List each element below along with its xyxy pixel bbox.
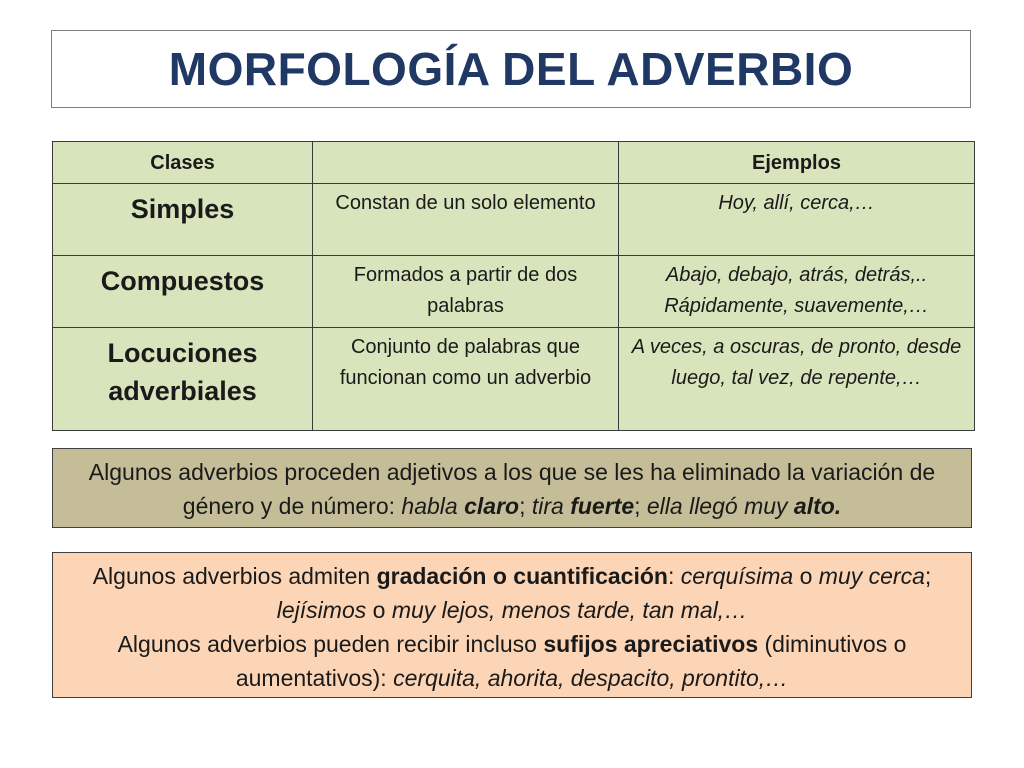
note2-p1-semi: ; (924, 563, 932, 589)
note2-p1-ex3: lejísimos (276, 597, 367, 623)
table-row (53, 256, 975, 328)
table-row (53, 328, 975, 431)
header-clases: Clases (53, 142, 313, 184)
note2-p1-ex2: muy cerca (818, 563, 925, 589)
row-clase-compuestos: Compuestos (53, 256, 313, 328)
note1-sep-1: ; (519, 493, 532, 519)
row-desc-simples: Constan de un solo elemento (313, 184, 619, 256)
row-clase-simples: Simples (53, 184, 313, 256)
note-gradacion (52, 552, 972, 698)
note1-example-3-bold: alto. (793, 493, 842, 519)
note2-p1-ex1: cerquísima (680, 563, 794, 589)
note1-text: Algunos adverbios proceden adjetivos a los que se les ha eliminado la variación de género y de número: (88, 459, 936, 519)
note2-p2-ex: cerquita, ahorita, despacito, prontito,… (393, 665, 789, 691)
note1-example-1: habla (401, 493, 465, 519)
table-row (53, 184, 975, 256)
note2-p2-bold: sufijos apreciativos (543, 631, 759, 657)
note1-sep-2: ; (634, 493, 647, 519)
note2-p2-after: (diminutivos o aumentativos): (235, 631, 907, 691)
note2-p1-bold: gradación o cuantificación (376, 563, 668, 589)
title-box (51, 30, 971, 108)
note-adjetivos (52, 448, 972, 528)
note2-p1-o2: o (366, 597, 392, 623)
header-ejemplos: Ejemplos (619, 142, 975, 184)
header-description (313, 142, 619, 184)
note1-example-2-bold: fuerte (570, 493, 635, 519)
page-title: MORFOLOGÍA DEL ADVERBIO (168, 43, 854, 95)
row-ejemplos-locuciones: A veces, a oscuras, de pronto, desde luego, tal vez, de repente,… (619, 328, 975, 431)
note2-p1-colon: : (667, 563, 681, 589)
row-clase-locuciones: Locuciones adverbiales (53, 328, 313, 431)
note1-example-1-bold: claro (464, 493, 520, 519)
note2-p1-o1: o (793, 563, 819, 589)
row-ejemplos-compuestos: Abajo, debajo, atrás, detrás,.. Rápidamente, suavemente,… (619, 256, 975, 328)
row-ejemplos-simples: Hoy, allí, cerca,… (619, 184, 975, 256)
note2-p1-ex4: muy lejos, menos tarde, tan mal,… (391, 597, 748, 623)
row-desc-compuestos: Formados a partir de dos palabras (313, 256, 619, 328)
adverb-classes-table (52, 141, 975, 431)
row-desc-locuciones: Conjunto de palabras que funcionan como un adverbio (313, 328, 619, 431)
note2-p1-text: Algunos adverbios admiten (92, 563, 377, 589)
note2-p2-text: Algunos adverbios pueden recibir incluso (117, 631, 544, 657)
note1-example-3: ella llegó muy (646, 493, 794, 519)
note1-example-2: tira (531, 493, 571, 519)
table-header-row (53, 142, 975, 184)
